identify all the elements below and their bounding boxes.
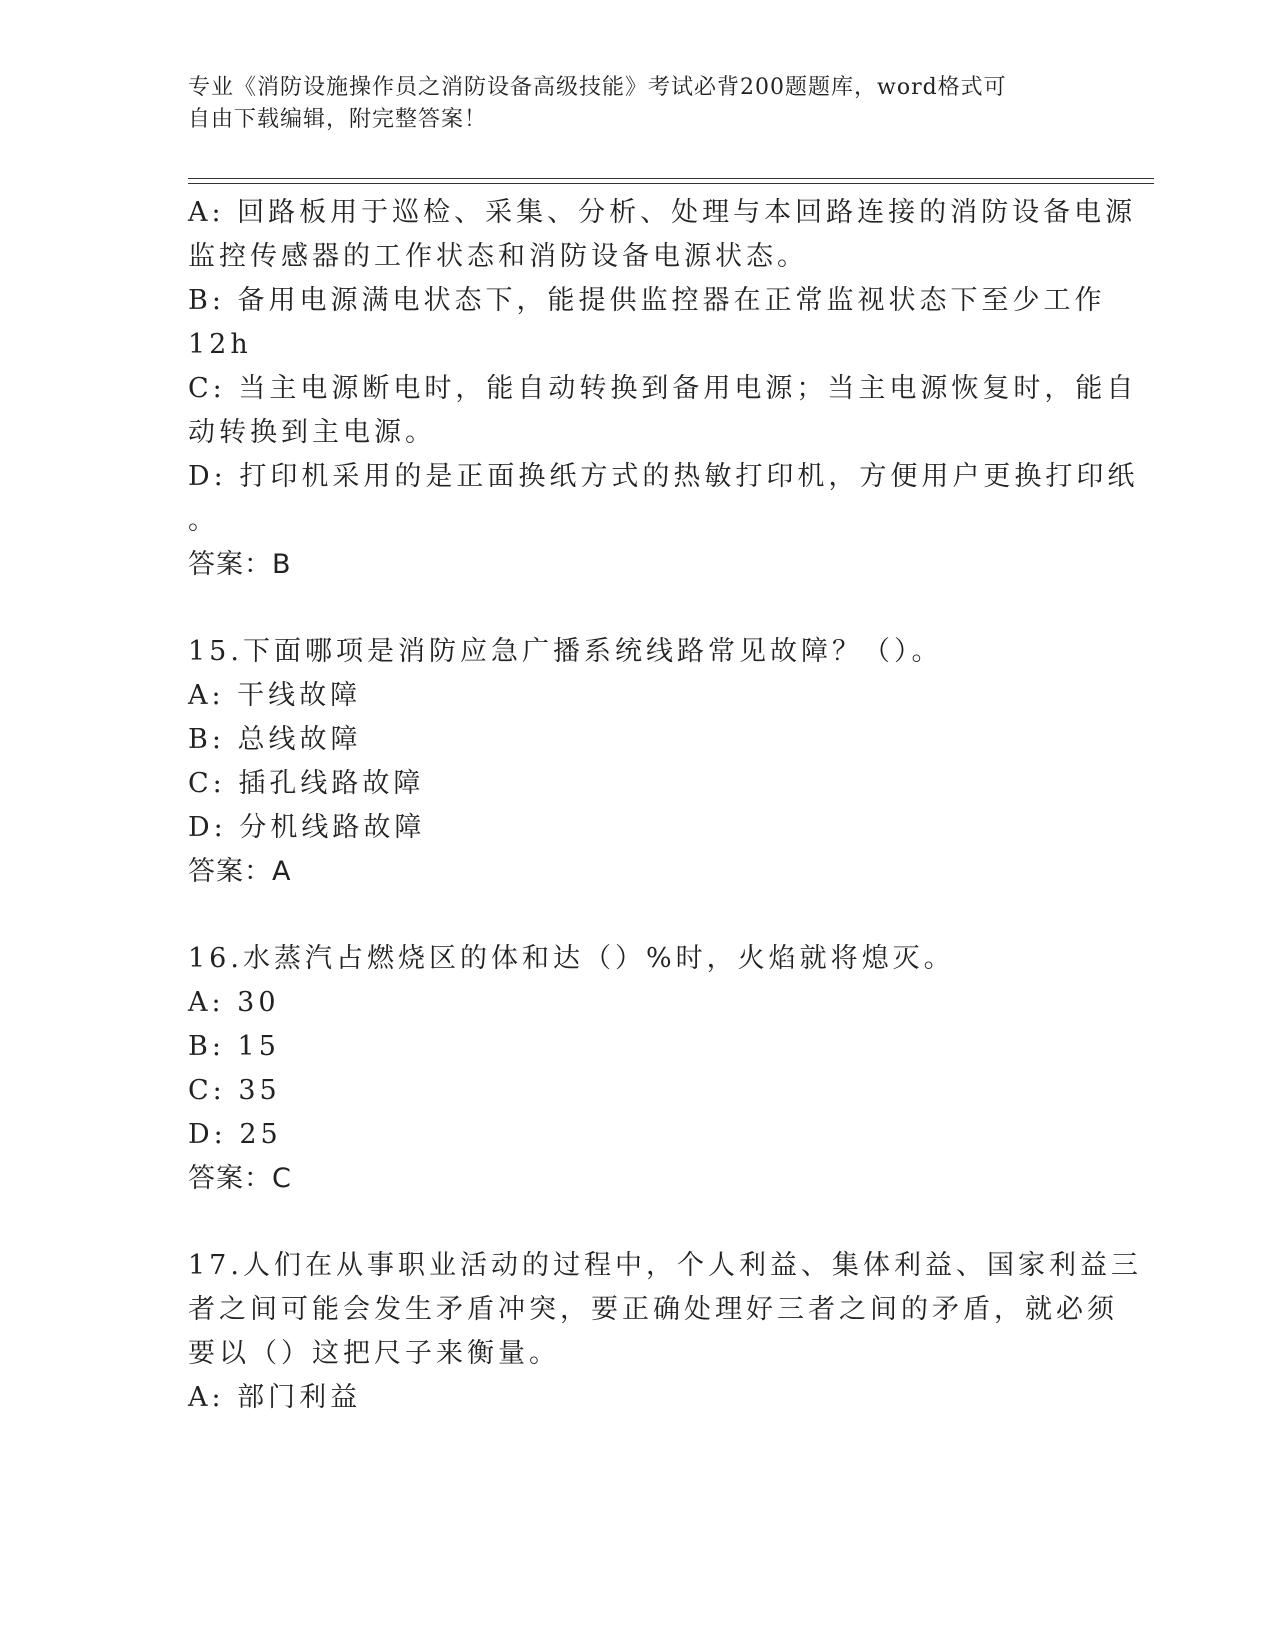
- q15-option-a: A: 干线故障: [188, 680, 362, 711]
- header-divider-top: [188, 178, 1154, 179]
- q14-option-a-line-1: A: 回路板用于巡检、采集、分析、处理与本回路连接的消防设备电源: [188, 197, 1137, 228]
- q14-option-b-line-2: 12h: [188, 329, 252, 360]
- q14-option-c-line-2: 动转换到主电源。: [188, 417, 436, 448]
- q15-option-d: D: 分机线路故障: [188, 812, 426, 843]
- q15-answer: 答案：A: [188, 856, 292, 887]
- q14-option-b-line-1: B: 备用电源满电状态下，能提供监控器在正常监视状态下至少工作: [188, 285, 1106, 316]
- q16-answer: 答案：C: [188, 1163, 292, 1194]
- header-title-line-2: 自由下载编辑，附完整答案！: [188, 107, 488, 132]
- q17-option-a: A: 部门利益: [188, 1382, 362, 1413]
- q16-option-b: B: 15: [188, 1031, 280, 1062]
- q14-option-c-line-1: C: 当主电源断电时，能自动转换到备用电源；当主电源恢复时，能自: [188, 373, 1138, 404]
- q14-answer: 答案：B: [188, 549, 292, 580]
- q17-question-line-3: 要以（）这把尺子来衡量。: [188, 1338, 560, 1369]
- q14-option-d-line-1: D: 打印机采用的是正面换纸方式的热敏打印机，方便用户更换打印纸: [188, 461, 1139, 492]
- header-title-line-1: 专业《消防设施操作员之消防设备高级技能》考试必背200题题库，word格式可: [188, 75, 1007, 100]
- header-divider-bottom: [188, 183, 1154, 184]
- q14-option-d-line-2: 。: [188, 505, 219, 536]
- document-header: [188, 72, 1068, 136]
- q16-option-d: D: 25: [188, 1119, 282, 1150]
- q16-option-c: C: 35: [188, 1075, 281, 1106]
- q15-question: 15.下面哪项是消防应急广播系统线路常见故障？（）。: [188, 636, 943, 667]
- q16-option-a: A: 30: [188, 987, 280, 1018]
- q14-option-a-line-2: 监控传感器的工作状态和消防设备电源状态。: [188, 241, 808, 272]
- q17-question-line-2: 者之间可能会发生矛盾冲突，要正确处理好三者之间的矛盾，就必须: [188, 1294, 1118, 1325]
- q15-option-c: C: 插孔线路故障: [188, 768, 425, 799]
- q17-question-line-1: 17.人们在从事职业活动的过程中，个人利益、集体利益、国家利益三: [188, 1250, 1142, 1281]
- q16-question: 16.水蒸汽占燃烧区的体和达（）%时，火焰就将熄灭。: [188, 943, 955, 974]
- q15-option-b: B: 总线故障: [188, 724, 362, 755]
